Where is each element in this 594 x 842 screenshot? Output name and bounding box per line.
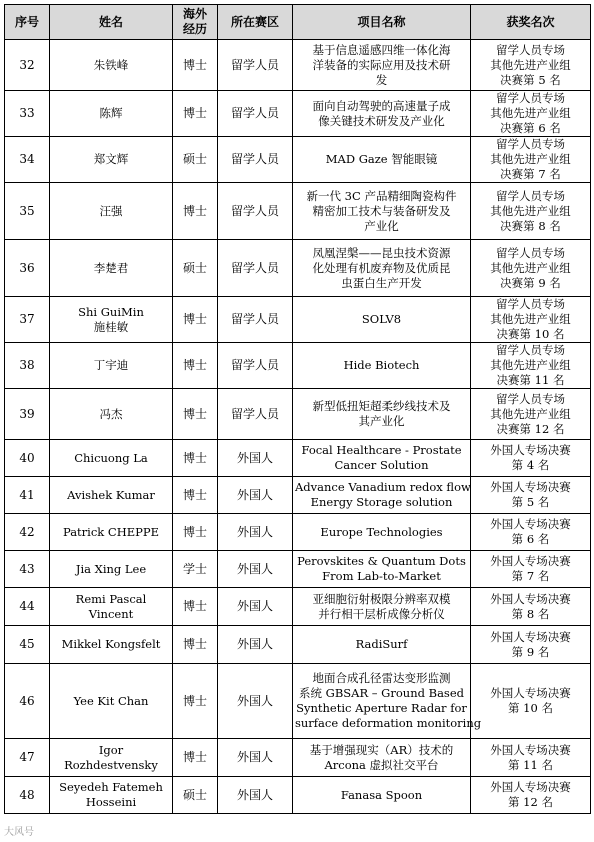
division: 外国人 (218, 551, 293, 588)
project-name-line: 新一代 3C 产品精细陶瓷构件 (306, 188, 457, 203)
degree: 博士 (173, 664, 218, 739)
person-name-line: 李楚君 (93, 260, 129, 275)
award-rank-line: 其他先进产业组 (490, 358, 571, 372)
award-rank-line: 外国人专场决赛 (490, 629, 571, 644)
degree: 博士 (173, 297, 218, 343)
person-name-line: 朱铁峰 (93, 57, 129, 72)
award-rank-line: 留学人员专场 (496, 188, 565, 203)
header-award: 获奖名次 (471, 5, 591, 40)
table-row (5, 551, 591, 588)
project-name-line: Hide Biotech (343, 358, 420, 372)
award-rank (471, 588, 591, 626)
award-rank-line: 第 12 名 (508, 795, 553, 809)
person-name (50, 91, 173, 137)
division: 外国人 (218, 477, 293, 514)
award-rank-line: 外国人专场决赛 (490, 480, 571, 494)
table-row (5, 183, 591, 240)
division: 留学人员 (218, 91, 293, 137)
degree: 博士 (173, 91, 218, 137)
award-rank-line: 决赛第 5 名 (500, 72, 561, 87)
person-name-line: Jia Xing Lee (75, 561, 147, 576)
project-name-line: MAD Gaze 智能眼镜 (325, 152, 438, 166)
table-row (5, 91, 591, 137)
award-rank-line: 外国人专场决赛 (490, 443, 571, 457)
award-rank-line: 第 4 名 (511, 458, 550, 472)
row-number: 36 (5, 240, 50, 297)
row-number: 47 (5, 739, 50, 777)
results-table (4, 4, 591, 814)
award-rank (471, 40, 591, 91)
award-rank-line: 留学人员专场 (496, 245, 565, 260)
project-name-line: 其产业化 (358, 414, 405, 428)
award-rank-line: 决赛第 9 名 (500, 275, 561, 290)
division: 留学人员 (218, 40, 293, 91)
award-rank-line: 外国人专场决赛 (490, 742, 571, 757)
award-rank-line: 决赛第 12 名 (496, 421, 565, 436)
project-name-line: Fanasa Spoon (340, 787, 423, 802)
project-name (293, 739, 471, 777)
project-name-line: 化处理有机废弃物及优质昆 (312, 260, 451, 275)
division: 外国人 (218, 588, 293, 626)
table-header (5, 5, 591, 40)
person-name (50, 343, 173, 389)
table-row (5, 514, 591, 551)
project-name (293, 777, 471, 814)
project-name-line: Focal Healthcare - Prostate (301, 443, 462, 457)
project-name-line: Europe Technologies (320, 524, 443, 539)
person-name (50, 137, 173, 183)
project-name (293, 440, 471, 477)
person-name-line: 郑文辉 (93, 152, 129, 166)
row-number: 34 (5, 137, 50, 183)
project-name-line: 新型低扭矩超柔纱线技术及 (312, 399, 451, 413)
award-rank-line: 外国人专场决赛 (490, 591, 571, 606)
project-name-line: 像关键技术研发及产业化 (318, 113, 445, 128)
award-rank-line: 决赛第 8 名 (500, 218, 561, 233)
project-name (293, 626, 471, 664)
person-name-line: Shi GuiMin (78, 304, 144, 319)
person-name (50, 240, 173, 297)
project-name (293, 183, 471, 240)
award-rank-line: 留学人员专场 (496, 91, 565, 105)
person-name-line: Patrick CHEPPE (62, 524, 160, 539)
row-number: 33 (5, 91, 50, 137)
project-name-line: SOLV8 (361, 312, 402, 326)
project-name-line: 基于增强现实（AR）技术的 (309, 742, 454, 757)
table-row (5, 477, 591, 514)
degree: 硕士 (173, 240, 218, 297)
table-row (5, 240, 591, 297)
award-rank (471, 297, 591, 343)
award-rank-line: 其他先进产业组 (490, 260, 571, 275)
award-rank-line: 第 10 名 (508, 701, 553, 715)
project-name (293, 588, 471, 626)
table-row (5, 664, 591, 739)
award-rank (471, 440, 591, 477)
project-name (293, 91, 471, 137)
division: 外国人 (218, 664, 293, 739)
project-name-line: 面向自动驾驶的高速量子成 (312, 98, 451, 113)
person-name-line: 施桂敏 (93, 319, 129, 334)
project-name (293, 240, 471, 297)
table-row (5, 626, 591, 664)
table-row (5, 343, 591, 389)
person-name-line: Vincent (88, 606, 134, 621)
row-number: 41 (5, 477, 50, 514)
person-name-line: Seyedeh Fatemeh (59, 780, 163, 794)
row-number: 45 (5, 626, 50, 664)
award-rank (471, 551, 591, 588)
table-row (5, 389, 591, 440)
award-rank-line: 留学人员专场 (496, 137, 565, 151)
award-rank-line: 留学人员专场 (496, 42, 565, 57)
division: 外国人 (218, 440, 293, 477)
degree: 博士 (173, 514, 218, 551)
row-number: 42 (5, 514, 50, 551)
division: 留学人员 (218, 183, 293, 240)
award-rank-line: 决赛第 10 名 (496, 327, 565, 341)
row-number: 38 (5, 343, 50, 389)
division: 留学人员 (218, 240, 293, 297)
award-rank (471, 626, 591, 664)
project-name-line: 洋装备的实际应用及技术研 (312, 57, 451, 72)
person-name (50, 440, 173, 477)
division: 外国人 (218, 514, 293, 551)
award-rank-line: 留学人员专场 (496, 297, 565, 311)
person-name-line: Hosseini (85, 795, 137, 809)
project-name-line: 基于信息遥感四维一体化海 (312, 42, 451, 57)
project-name-line: 发 (375, 72, 388, 87)
division: 外国人 (218, 777, 293, 814)
division: 留学人员 (218, 389, 293, 440)
person-name-line: Rozhdestvensky (64, 757, 158, 772)
table-row (5, 440, 591, 477)
table-row (5, 588, 591, 626)
award-rank-line: 决赛第 7 名 (500, 167, 561, 181)
table-row (5, 739, 591, 777)
header-overseas (173, 5, 218, 40)
division: 外国人 (218, 626, 293, 664)
degree: 硕士 (173, 137, 218, 183)
project-name-line: Perovskites & Quantum Dots (297, 554, 466, 568)
person-name-line: Igor (98, 742, 124, 757)
award-rank-line: 外国人专场决赛 (490, 686, 571, 700)
project-name (293, 477, 471, 514)
award-rank (471, 240, 591, 297)
table-body (5, 40, 591, 814)
award-rank (471, 739, 591, 777)
person-name-line: Avishek Kumar (67, 487, 155, 502)
person-name-line: Remi Pascal (75, 591, 147, 606)
project-name (293, 137, 471, 183)
project-name (293, 664, 482, 739)
award-rank-line: 第 5 名 (511, 495, 550, 509)
person-name (50, 739, 173, 777)
person-name (50, 40, 173, 91)
degree: 博士 (173, 739, 218, 777)
project-name-line: 系统 GBSAR – Ground Based (298, 686, 464, 700)
project-name-line: 地面合成孔径雷达变形监测 (312, 671, 451, 685)
header-row (5, 5, 591, 40)
person-name (50, 514, 173, 551)
row-number: 44 (5, 588, 50, 626)
project-name-line: surface deformation monitoring (295, 716, 482, 730)
table-row (5, 777, 591, 814)
degree: 博士 (173, 440, 218, 477)
award-rank-line: 其他先进产业组 (490, 312, 571, 326)
project-name-line: From Lab-to-Market (322, 569, 441, 583)
project-name-line: RadiSurf (355, 637, 408, 651)
watermark: 大风号 (4, 827, 34, 838)
person-name (50, 626, 173, 664)
header-overseas-line: 经历 (182, 22, 207, 36)
degree: 博士 (173, 477, 218, 514)
division: 留学人员 (218, 297, 293, 343)
person-name (50, 664, 173, 739)
award-rank-line: 第 9 名 (511, 644, 550, 659)
person-name (50, 551, 173, 588)
award-rank-line: 留学人员专场 (496, 391, 565, 406)
project-name (293, 551, 471, 588)
award-rank (471, 343, 591, 389)
project-name-line: 亚细胞衍射极限分辨率双模 (312, 591, 451, 606)
award-rank-line: 外国人专场决赛 (490, 517, 571, 531)
person-name-line: Mikkel Kongsfelt (61, 637, 161, 651)
award-rank (471, 664, 591, 739)
row-number: 37 (5, 297, 50, 343)
table-row (5, 297, 591, 343)
award-rank (471, 183, 591, 240)
award-rank-line: 第 8 名 (511, 606, 550, 621)
row-number: 40 (5, 440, 50, 477)
person-name (50, 297, 173, 343)
award-rank-line: 决赛第 11 名 (496, 373, 565, 387)
project-name-line: 并行相干层析成像分析仪 (318, 606, 445, 621)
project-name-line: 精密加工技术与装备研发及 (312, 203, 451, 218)
row-number: 35 (5, 183, 50, 240)
award-rank-line: 外国人专场决赛 (490, 780, 571, 794)
header-project: 项目名称 (293, 5, 471, 40)
award-rank (471, 389, 591, 440)
project-name (293, 297, 471, 343)
degree: 硕士 (173, 777, 218, 814)
project-name (293, 389, 471, 440)
project-name-line: Synthetic Aperture Radar for (296, 701, 467, 715)
degree: 学士 (173, 551, 218, 588)
award-rank (471, 91, 591, 137)
project-name (293, 514, 471, 551)
award-rank-line: 其他先进产业组 (490, 406, 571, 421)
degree: 博士 (173, 183, 218, 240)
degree: 博士 (173, 389, 218, 440)
award-rank-line: 其他先进产业组 (490, 106, 571, 120)
person-name-line: Chicuong La (74, 450, 148, 465)
person-name (50, 477, 173, 514)
table-row (5, 137, 591, 183)
award-rank-line: 第 6 名 (511, 532, 550, 546)
division: 外国人 (218, 739, 293, 777)
project-name-line: Arcona 虚拟社交平台 (324, 757, 439, 772)
award-rank (471, 777, 591, 814)
person-name (50, 183, 173, 240)
person-name-line: Yee Kit Chan (73, 693, 149, 708)
project-name-line: Cancer Solution (334, 458, 429, 472)
project-name-line: 凤凰涅槃——昆虫技术资源 (312, 245, 451, 260)
award-rank-line: 其他先进产业组 (490, 152, 571, 166)
person-name (50, 588, 173, 626)
person-name-line: 冯杰 (99, 406, 123, 421)
person-name-line: 丁宇迪 (93, 358, 129, 372)
person-name-line: 汪强 (99, 203, 123, 218)
division: 留学人员 (218, 343, 293, 389)
row-number: 48 (5, 777, 50, 814)
award-rank-line: 其他先进产业组 (490, 57, 571, 72)
degree: 博士 (173, 343, 218, 389)
degree: 博士 (173, 626, 218, 664)
person-name-line: 陈辉 (99, 106, 123, 120)
project-name-line: Advance Vanadium redox flow (295, 480, 471, 494)
award-rank (471, 514, 591, 551)
row-number: 39 (5, 389, 50, 440)
project-name-line: 产业化 (364, 218, 399, 233)
header-division: 所在赛区 (218, 5, 293, 40)
project-name (293, 40, 471, 91)
person-name (50, 389, 173, 440)
row-number: 43 (5, 551, 50, 588)
award-rank-line: 决赛第 6 名 (500, 121, 561, 135)
row-number: 32 (5, 40, 50, 91)
project-name-line: 虫蛋白生产开发 (341, 275, 422, 290)
degree: 博士 (173, 40, 218, 91)
row-number: 46 (5, 664, 50, 739)
award-rank-line: 第 7 名 (511, 569, 550, 583)
award-rank-line: 其他先进产业组 (490, 203, 571, 218)
header-name: 姓名 (50, 5, 173, 40)
project-name (293, 343, 471, 389)
person-name (50, 777, 173, 814)
table-row (5, 40, 591, 91)
project-name-line: Energy Storage solution (310, 495, 453, 509)
award-rank (471, 137, 591, 183)
header-overseas-line: 海外 (182, 7, 207, 21)
header-number: 序号 (5, 5, 50, 40)
award-rank-line: 留学人员专场 (496, 343, 565, 357)
division: 留学人员 (218, 137, 293, 183)
award-rank (471, 477, 591, 514)
award-rank-line: 第 11 名 (508, 757, 553, 772)
award-rank-line: 外国人专场决赛 (490, 554, 571, 568)
degree: 博士 (173, 588, 218, 626)
